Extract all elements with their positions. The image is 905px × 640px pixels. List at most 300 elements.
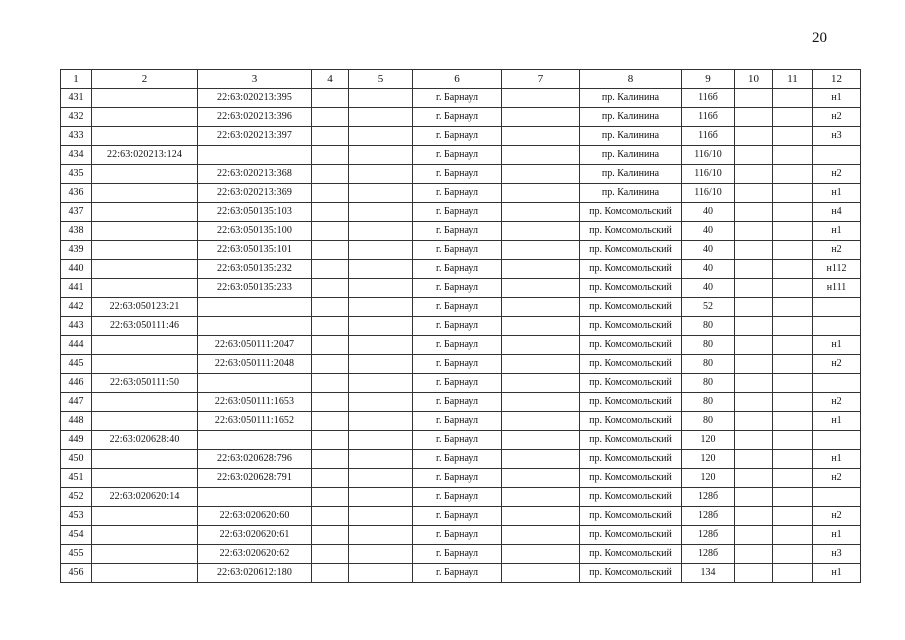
- table-cell-col-7: [502, 222, 580, 241]
- table-cell-col-12: н1: [813, 184, 861, 203]
- table-cell-col-12: н111: [813, 279, 861, 298]
- table-cell-col-3: 22:63:050135:103: [198, 203, 312, 222]
- table-cell-col-4: [312, 146, 349, 165]
- table-cell-col-6: г. Барнаул: [413, 108, 502, 127]
- table-cell-col-1: 451: [61, 469, 92, 488]
- table-cell-col-3: [198, 317, 312, 336]
- table-cell-col-6: г. Барнаул: [413, 393, 502, 412]
- table-cell-col-2: [92, 412, 198, 431]
- table-row: [61, 298, 861, 317]
- table-cell-col-4: [312, 393, 349, 412]
- table-cell-col-9: 128б: [682, 507, 735, 526]
- table-cell-col-8: пр. Комсомольский: [580, 279, 682, 298]
- table-cell-col-2: 22:63:020628:40: [92, 431, 198, 450]
- table-cell-col-10: [735, 393, 773, 412]
- table-row: [61, 317, 861, 336]
- table-cell-col-11: [773, 298, 813, 317]
- table-cell-col-12: н2: [813, 355, 861, 374]
- table-cell-col-4: [312, 526, 349, 545]
- table-cell-col-11: [773, 374, 813, 393]
- table-cell-col-2: [92, 222, 198, 241]
- table-cell-col-4: [312, 260, 349, 279]
- table-cell-col-10: [735, 526, 773, 545]
- table-cell-col-7: [502, 355, 580, 374]
- table-cell-col-9: 134: [682, 564, 735, 583]
- table-cell-col-3: 22:63:050111:1653: [198, 393, 312, 412]
- table-cell-col-12: н1: [813, 336, 861, 355]
- column-header-8: 8: [580, 70, 682, 89]
- table-row: [61, 507, 861, 526]
- table-cell-col-8: пр. Комсомольский: [580, 355, 682, 374]
- table-cell-col-11: [773, 564, 813, 583]
- column-header-12: 12: [813, 70, 861, 89]
- header-row: [61, 70, 861, 89]
- table-cell-col-5: [349, 203, 413, 222]
- table-cell-col-6: г. Барнаул: [413, 203, 502, 222]
- table-cell-col-7: [502, 279, 580, 298]
- table-row: [61, 146, 861, 165]
- table-cell-col-4: [312, 564, 349, 583]
- table-cell-col-1: 434: [61, 146, 92, 165]
- column-header-2: 2: [92, 70, 198, 89]
- table-cell-col-12: н1: [813, 450, 861, 469]
- table-cell-col-11: [773, 488, 813, 507]
- table-cell-col-12: н2: [813, 393, 861, 412]
- table-cell-col-11: [773, 127, 813, 146]
- table-cell-col-1: 437: [61, 203, 92, 222]
- table-cell-col-4: [312, 184, 349, 203]
- table-cell-col-6: г. Барнаул: [413, 222, 502, 241]
- table-cell-col-11: [773, 336, 813, 355]
- table-cell-col-5: [349, 336, 413, 355]
- table-cell-col-9: 116/10: [682, 184, 735, 203]
- table-cell-col-7: [502, 469, 580, 488]
- table-cell-col-7: [502, 260, 580, 279]
- table-cell-col-3: [198, 431, 312, 450]
- table-cell-col-12: н3: [813, 545, 861, 564]
- table-cell-col-7: [502, 336, 580, 355]
- table-cell-col-6: г. Барнаул: [413, 317, 502, 336]
- table-cell-col-3: 22:63:020628:791: [198, 469, 312, 488]
- table-cell-col-4: [312, 89, 349, 108]
- table-cell-col-8: пр. Комсомольский: [580, 317, 682, 336]
- table-cell-col-10: [735, 336, 773, 355]
- table-cell-col-7: [502, 412, 580, 431]
- table-cell-col-11: [773, 203, 813, 222]
- table-cell-col-7: [502, 431, 580, 450]
- column-header-5: 5: [349, 70, 413, 89]
- table-row: [61, 184, 861, 203]
- table-cell-col-3: 22:63:020213:397: [198, 127, 312, 146]
- table-cell-col-2: 22:63:050111:50: [92, 374, 198, 393]
- table-cell-col-6: г. Барнаул: [413, 165, 502, 184]
- table-cell-col-5: [349, 165, 413, 184]
- table-cell-col-8: пр. Калинина: [580, 108, 682, 127]
- table-cell-col-5: [349, 260, 413, 279]
- table-cell-col-11: [773, 241, 813, 260]
- table-cell-col-11: [773, 545, 813, 564]
- column-header-6: 6: [413, 70, 502, 89]
- table-cell-col-10: [735, 431, 773, 450]
- table-cell-col-9: 128б: [682, 488, 735, 507]
- table-cell-col-4: [312, 165, 349, 184]
- table-cell-col-11: [773, 507, 813, 526]
- table-cell-col-1: 439: [61, 241, 92, 260]
- table-cell-col-9: 80: [682, 412, 735, 431]
- table-cell-col-11: [773, 393, 813, 412]
- table-cell-col-12: н4: [813, 203, 861, 222]
- table-cell-col-7: [502, 545, 580, 564]
- table-cell-col-6: г. Барнаул: [413, 431, 502, 450]
- table-cell-col-5: [349, 526, 413, 545]
- table-cell-col-12: н2: [813, 241, 861, 260]
- table-row: [61, 222, 861, 241]
- table-cell-col-6: г. Барнаул: [413, 279, 502, 298]
- table-cell-col-3: 22:63:020620:60: [198, 507, 312, 526]
- table-row: [61, 108, 861, 127]
- table-cell-col-5: [349, 108, 413, 127]
- table-cell-col-2: 22:63:050123:21: [92, 298, 198, 317]
- table-row: [61, 469, 861, 488]
- table-cell-col-4: [312, 336, 349, 355]
- table-cell-col-8: пр. Комсомольский: [580, 507, 682, 526]
- table-cell-col-10: [735, 355, 773, 374]
- table-cell-col-8: пр. Комсомольский: [580, 431, 682, 450]
- table-cell-col-1: 436: [61, 184, 92, 203]
- table-cell-col-1: 450: [61, 450, 92, 469]
- table-cell-col-8: пр. Комсомольский: [580, 336, 682, 355]
- table-cell-col-6: г. Барнаул: [413, 89, 502, 108]
- table-cell-col-9: 120: [682, 450, 735, 469]
- table-cell-col-1: 433: [61, 127, 92, 146]
- table-cell-col-8: пр. Комсомольский: [580, 203, 682, 222]
- table-cell-col-7: [502, 450, 580, 469]
- table-cell-col-6: г. Барнаул: [413, 241, 502, 260]
- table-cell-col-3: 22:63:050111:1652: [198, 412, 312, 431]
- table-cell-col-8: пр. Комсомольский: [580, 469, 682, 488]
- table-cell-col-10: [735, 298, 773, 317]
- table-cell-col-8: пр. Комсомольский: [580, 393, 682, 412]
- table-cell-col-4: [312, 355, 349, 374]
- table-cell-col-3: 22:63:020213:368: [198, 165, 312, 184]
- table-cell-col-7: [502, 507, 580, 526]
- column-header-1: 1: [61, 70, 92, 89]
- table-row: [61, 412, 861, 431]
- table-row: [61, 336, 861, 355]
- table-cell-col-9: 116б: [682, 89, 735, 108]
- table-cell-col-12: н2: [813, 165, 861, 184]
- table-cell-col-8: пр. Калинина: [580, 89, 682, 108]
- table-cell-col-1: 443: [61, 317, 92, 336]
- table-cell-col-4: [312, 469, 349, 488]
- table-cell-col-3: 22:63:020612:180: [198, 564, 312, 583]
- table-cell-col-6: г. Барнаул: [413, 374, 502, 393]
- table-cell-col-2: [92, 393, 198, 412]
- table-cell-col-1: 447: [61, 393, 92, 412]
- table-cell-col-7: [502, 165, 580, 184]
- table-cell-col-11: [773, 222, 813, 241]
- table-cell-col-2: 22:63:020620:14: [92, 488, 198, 507]
- table-cell-col-1: 441: [61, 279, 92, 298]
- column-header-11: 11: [773, 70, 813, 89]
- table-cell-col-2: 22:63:050111:46: [92, 317, 198, 336]
- table-cell-col-7: [502, 127, 580, 146]
- table-cell-col-2: 22:63:020213:124: [92, 146, 198, 165]
- table-cell-col-10: [735, 241, 773, 260]
- table-cell-col-10: [735, 279, 773, 298]
- table-cell-col-5: [349, 412, 413, 431]
- table-row: [61, 260, 861, 279]
- table-cell-col-10: [735, 488, 773, 507]
- table-cell-col-9: 116/10: [682, 146, 735, 165]
- table-cell-col-5: [349, 507, 413, 526]
- table-cell-col-5: [349, 355, 413, 374]
- table-cell-col-8: пр. Комсомольский: [580, 260, 682, 279]
- table-row: [61, 526, 861, 545]
- table-cell-col-4: [312, 298, 349, 317]
- table-cell-col-5: [349, 279, 413, 298]
- table-cell-col-5: [349, 450, 413, 469]
- table-cell-col-1: 453: [61, 507, 92, 526]
- table-cell-col-2: [92, 355, 198, 374]
- table-cell-col-4: [312, 488, 349, 507]
- table-cell-col-11: [773, 526, 813, 545]
- table-cell-col-5: [349, 89, 413, 108]
- table-cell-col-2: [92, 260, 198, 279]
- table-cell-col-2: [92, 241, 198, 260]
- table-cell-col-7: [502, 374, 580, 393]
- table-cell-col-12: н1: [813, 89, 861, 108]
- table-cell-col-9: 128б: [682, 526, 735, 545]
- table-row: [61, 203, 861, 222]
- table-cell-col-2: [92, 203, 198, 222]
- column-header-4: 4: [312, 70, 349, 89]
- table-cell-col-8: пр. Калинина: [580, 146, 682, 165]
- table-cell-col-8: пр. Комсомольский: [580, 241, 682, 260]
- table-cell-col-6: г. Барнаул: [413, 526, 502, 545]
- table-cell-col-10: [735, 260, 773, 279]
- table-cell-col-7: [502, 184, 580, 203]
- table-cell-col-3: 22:63:050135:232: [198, 260, 312, 279]
- table-cell-col-10: [735, 469, 773, 488]
- table-cell-col-9: 80: [682, 393, 735, 412]
- table-cell-col-1: 442: [61, 298, 92, 317]
- table-cell-col-10: [735, 412, 773, 431]
- table-cell-col-6: г. Барнаул: [413, 412, 502, 431]
- table-cell-col-1: 455: [61, 545, 92, 564]
- table-cell-col-5: [349, 146, 413, 165]
- table-cell-col-3: [198, 146, 312, 165]
- table-cell-col-1: 449: [61, 431, 92, 450]
- table-cell-col-10: [735, 127, 773, 146]
- table-cell-col-1: 454: [61, 526, 92, 545]
- table-cell-col-4: [312, 241, 349, 260]
- table-cell-col-10: [735, 222, 773, 241]
- table-cell-col-9: 120: [682, 469, 735, 488]
- table-cell-col-12: н2: [813, 108, 861, 127]
- table-cell-col-1: 456: [61, 564, 92, 583]
- table-cell-col-7: [502, 488, 580, 507]
- table-cell-col-9: 80: [682, 336, 735, 355]
- table-cell-col-3: 22:63:020620:62: [198, 545, 312, 564]
- table-cell-col-10: [735, 184, 773, 203]
- table-cell-col-11: [773, 412, 813, 431]
- table-cell-col-5: [349, 564, 413, 583]
- table-cell-col-8: пр. Комсомольский: [580, 298, 682, 317]
- table-cell-col-9: 128б: [682, 545, 735, 564]
- table-cell-col-11: [773, 89, 813, 108]
- table-cell-col-9: 80: [682, 355, 735, 374]
- table-cell-col-11: [773, 450, 813, 469]
- table-cell-col-4: [312, 127, 349, 146]
- table-cell-col-7: [502, 241, 580, 260]
- table-cell-col-5: [349, 374, 413, 393]
- table-cell-col-9: 40: [682, 222, 735, 241]
- table-cell-col-5: [349, 241, 413, 260]
- table-row: [61, 488, 861, 507]
- table-cell-col-9: 120: [682, 431, 735, 450]
- table-cell-col-12: [813, 374, 861, 393]
- table-cell-col-8: пр. Комсомольский: [580, 545, 682, 564]
- table-cell-col-3: 22:63:020628:796: [198, 450, 312, 469]
- table-cell-col-12: н3: [813, 127, 861, 146]
- table-row: [61, 545, 861, 564]
- table-cell-col-8: пр. Комсомольский: [580, 412, 682, 431]
- table-cell-col-7: [502, 146, 580, 165]
- table-cell-col-7: [502, 317, 580, 336]
- table-cell-col-10: [735, 108, 773, 127]
- table-cell-col-1: 448: [61, 412, 92, 431]
- table-cell-col-11: [773, 146, 813, 165]
- table-cell-col-4: [312, 222, 349, 241]
- table-cell-col-9: 40: [682, 260, 735, 279]
- table-cell-col-1: 452: [61, 488, 92, 507]
- table-row: [61, 393, 861, 412]
- table-cell-col-5: [349, 184, 413, 203]
- table-cell-col-5: [349, 488, 413, 507]
- table-cell-col-9: 116/10: [682, 165, 735, 184]
- table-cell-col-8: пр. Комсомольский: [580, 450, 682, 469]
- table-cell-col-5: [349, 431, 413, 450]
- table-cell-col-10: [735, 317, 773, 336]
- table-cell-col-8: пр. Калинина: [580, 165, 682, 184]
- table-cell-col-12: н1: [813, 412, 861, 431]
- table-cell-col-6: г. Барнаул: [413, 260, 502, 279]
- table-cell-col-9: 80: [682, 317, 735, 336]
- column-header-3: 3: [198, 70, 312, 89]
- table-body: [61, 89, 861, 583]
- table-cell-col-6: г. Барнаул: [413, 469, 502, 488]
- table-cell-col-2: [92, 507, 198, 526]
- table-cell-col-8: пр. Калинина: [580, 127, 682, 146]
- table-cell-col-3: 22:63:020213:396: [198, 108, 312, 127]
- table-cell-col-10: [735, 203, 773, 222]
- table-cell-col-10: [735, 165, 773, 184]
- table-cell-col-1: 446: [61, 374, 92, 393]
- table-cell-col-6: г. Барнаул: [413, 545, 502, 564]
- table-cell-col-1: 438: [61, 222, 92, 241]
- table-cell-col-9: 80: [682, 374, 735, 393]
- table-cell-col-5: [349, 393, 413, 412]
- table-cell-col-7: [502, 108, 580, 127]
- table-cell-col-7: [502, 89, 580, 108]
- table-cell-col-9: 116б: [682, 127, 735, 146]
- table-row: [61, 450, 861, 469]
- table-cell-col-4: [312, 412, 349, 431]
- table-cell-col-1: 440: [61, 260, 92, 279]
- table-cell-col-6: г. Барнаул: [413, 127, 502, 146]
- table-cell-col-2: [92, 184, 198, 203]
- table-cell-col-2: [92, 526, 198, 545]
- table-cell-col-1: 444: [61, 336, 92, 355]
- table-cell-col-6: г. Барнаул: [413, 488, 502, 507]
- table-cell-col-5: [349, 298, 413, 317]
- table-cell-col-7: [502, 393, 580, 412]
- table-cell-col-12: [813, 488, 861, 507]
- table-cell-col-11: [773, 165, 813, 184]
- table-cell-col-9: 40: [682, 241, 735, 260]
- table-cell-col-6: г. Барнаул: [413, 507, 502, 526]
- table-cell-col-4: [312, 108, 349, 127]
- table-cell-col-10: [735, 545, 773, 564]
- table-cell-col-2: [92, 469, 198, 488]
- table-cell-col-10: [735, 564, 773, 583]
- table-cell-col-3: 22:63:020620:61: [198, 526, 312, 545]
- table-row: [61, 431, 861, 450]
- table-cell-col-11: [773, 279, 813, 298]
- table-cell-col-3: [198, 488, 312, 507]
- table-row: [61, 279, 861, 298]
- table-cell-col-3: 22:63:020213:395: [198, 89, 312, 108]
- table-cell-col-2: [92, 108, 198, 127]
- table-cell-col-3: 22:63:020213:369: [198, 184, 312, 203]
- table-cell-col-3: 22:63:050111:2048: [198, 355, 312, 374]
- table-cell-col-8: пр. Комсомольский: [580, 488, 682, 507]
- table-cell-col-9: 52: [682, 298, 735, 317]
- table-cell-col-4: [312, 545, 349, 564]
- table-cell-col-2: [92, 336, 198, 355]
- table-cell-col-7: [502, 564, 580, 583]
- table-row: [61, 127, 861, 146]
- table-cell-col-5: [349, 545, 413, 564]
- table-cell-col-9: 40: [682, 203, 735, 222]
- table-cell-col-2: [92, 127, 198, 146]
- table-cell-col-2: [92, 450, 198, 469]
- table-cell-col-8: пр. Калинина: [580, 184, 682, 203]
- table-cell-col-8: пр. Комсомольский: [580, 526, 682, 545]
- table-cell-col-3: [198, 374, 312, 393]
- column-header-7: 7: [502, 70, 580, 89]
- table-cell-col-11: [773, 431, 813, 450]
- table-cell-col-2: [92, 545, 198, 564]
- table-cell-col-2: [92, 279, 198, 298]
- table-cell-col-10: [735, 507, 773, 526]
- table-cell-col-4: [312, 279, 349, 298]
- table-cell-col-6: г. Барнаул: [413, 564, 502, 583]
- table-cell-col-5: [349, 317, 413, 336]
- table-cell-col-9: 40: [682, 279, 735, 298]
- table-cell-col-12: [813, 317, 861, 336]
- table-cell-col-4: [312, 203, 349, 222]
- table-cell-col-4: [312, 374, 349, 393]
- table-cell-col-9: 116б: [682, 108, 735, 127]
- table-cell-col-3: [198, 298, 312, 317]
- table-cell-col-10: [735, 374, 773, 393]
- table-cell-col-8: пр. Комсомольский: [580, 222, 682, 241]
- table-cell-col-1: 445: [61, 355, 92, 374]
- table-row: [61, 355, 861, 374]
- page-number: 20: [812, 30, 827, 46]
